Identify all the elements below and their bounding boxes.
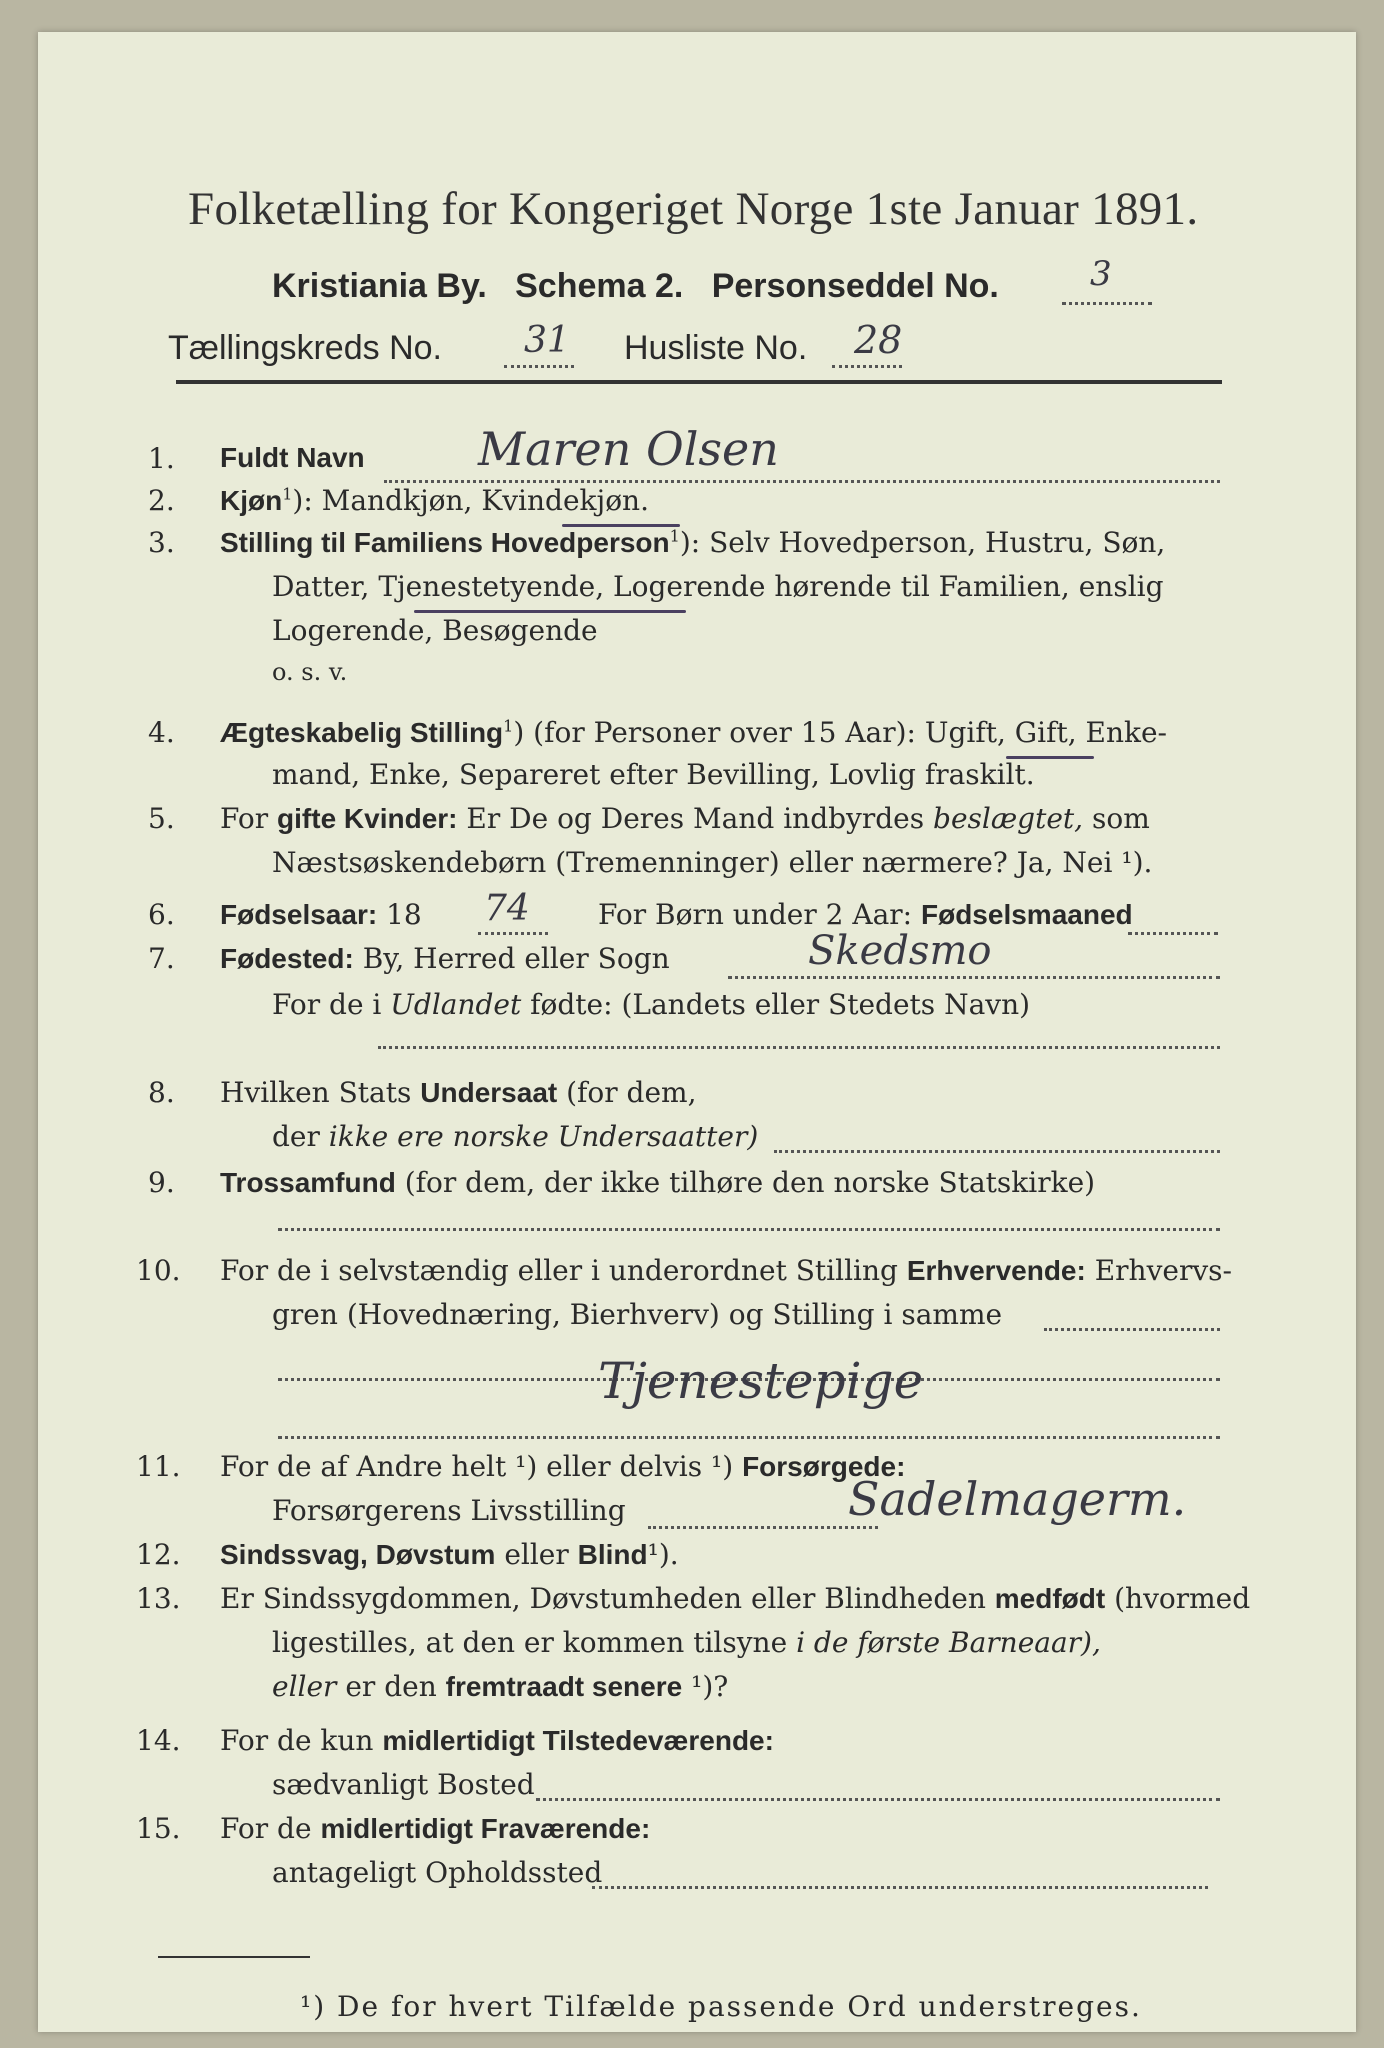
stilling-text-a: ): Selv Hovedperson, Hustru, Søn, [679,526,1166,559]
born-text: For Børn under 2 Aar: [598,898,913,931]
udland-text-2: Udlandet [390,988,522,1021]
fodselsaar-prefix: 18 [386,898,422,931]
forsorger-value: Sadelmagerm. [848,1472,1187,1526]
medfodt-text-5: eller [272,1670,337,1703]
undersaat-text-1: Hvilken Stats [220,1076,412,1109]
gifte-text-3: beslægtet, [933,802,1084,835]
fodested-line [220,942,670,975]
erhverv-text-1: For de i selvstændig eller i underordnet Stilling [220,1254,898,1287]
opholdssted-line: antageligt Opholdssted [272,1856,603,1889]
fodested-text: By, Herred eller Sogn [362,942,670,975]
erhverv-value: Tjenestepige [598,1352,924,1410]
header-divider [176,380,1222,384]
item-number: 9. [148,1166,175,1199]
medfodt-label: medfødt [994,1583,1106,1614]
aegteskab-line-a: Ægteskabelig Stilling$^1$) (for Personer over 15 Aar): Ugift, Gift, Enke- [220,716,1167,749]
udland-dots [378,1046,1220,1049]
undersaat-line-b [272,1120,758,1153]
forsorget-text: For de af Andre helt ¹) eller delvis ¹) [220,1450,734,1483]
udland-text-3: fødte: (Landets eller Stedets Navn) [530,988,1031,1021]
underline-mark [414,610,686,613]
header-line-3 [168,329,442,368]
undersaat-line-a [220,1076,697,1109]
personseddel-dots [1062,302,1152,305]
footnote: ¹) De for hvert Tilfælde passende Ord understreges. [300,1990,1142,2023]
opholdssted-dots [592,1886,1208,1889]
fodselsaar-line [220,898,422,931]
fodested-value: Skedsmo [808,928,992,974]
sindssvag-line [220,1538,679,1571]
item-number: 12. [136,1538,181,1571]
month-dots [1128,932,1218,935]
header-line-2 [272,267,999,306]
gifte-text-2: Er De og Deres Mand indbyrdes [466,802,925,835]
personseddel-label: Personseddel No. [711,267,999,305]
medfodt-text-2: (hvormed [1114,1582,1251,1615]
item-number: 8. [148,1076,175,1109]
trossamfund-text: (for dem, der ikke tilhøre den norske Statskirke) [404,1166,1096,1199]
bosted-line: sædvanligt Bosted [272,1768,535,1801]
gifte-label: gifte Kvinder: [277,803,458,834]
erhverv-dots-1 [1044,1328,1220,1331]
forsorget-line-a [220,1450,905,1483]
blind-footnote: ¹). [647,1538,679,1571]
item-number: 2. [148,484,175,517]
gifte-text-4: som [1091,802,1150,835]
tilstede-text: For de kun [220,1724,374,1757]
stilling-line-d: o. s. v. [272,658,348,686]
item-number: 13. [136,1582,181,1615]
sindssvag-text: eller [504,1538,569,1571]
erhverv-line-b: gren (Hovednæring, Bierhverv) og Stilling i samme [272,1298,1003,1331]
trossamfund-dots [278,1228,1220,1231]
kjon-label: Kjøn [220,485,283,516]
name-dots [384,480,1220,483]
stilling-label: Stilling til Familiens Hovedperson [220,527,670,558]
gifte-text-1: For [220,802,269,835]
fuldt-navn-label: Fuldt Navn [220,442,365,473]
fodselsaar-value: 74 [484,888,530,929]
item-number: 5. [148,802,175,835]
husliste-number: 28 [854,318,903,362]
husliste-dots [832,365,902,368]
bosted-dots [536,1798,1220,1801]
stilling-line-c: Logerende, Besøgende [272,614,598,647]
item-number: 7. [148,942,175,975]
udland-line [272,988,1030,1021]
item-number: 15. [136,1812,181,1845]
tilstede-line-a [220,1724,774,1757]
gifte-line-b: Næstsøskendebørn (Tremenninger) eller nærmere? Ja, Nei ¹). [272,846,1153,879]
fodselsmaaned-label: Fødselsmaaned [921,899,1133,930]
item-number: 11. [136,1450,181,1483]
kjon-line: Kjøn$^1$): Mandkjøn, Kvindekjøn. [220,484,649,517]
medfodt-text-1: Er Sindssygdommen, Døvstumheden eller Blindheden [220,1582,986,1615]
item-number: 4. [148,716,175,749]
fremtraadt-label: fremtraadt senere [445,1671,683,1702]
medfodt-line-b [272,1626,1101,1659]
erhverv-line-a [220,1254,1232,1287]
fravaer-line-a [220,1812,650,1845]
footnote-rule [158,1956,310,1958]
medfodt-line-a [220,1582,1250,1615]
fodested-label: Fødested: [220,943,354,974]
form-title: Folketælling for Kongeriget Norge 1ste Januar 1891. [188,183,1199,235]
tilstede-label: midlertidigt Tilstedeværende: [382,1725,774,1756]
forsorger-line-b: Forsørgerens Livsstilling [272,1494,626,1527]
personseddel-number: 3 [1090,254,1112,294]
forsorger-dots [648,1526,878,1529]
item-number: 10. [136,1254,181,1287]
undersaat-text-4: ikke ere norske Undersaatter) [328,1120,759,1153]
city-label: Kristiania By. [272,267,487,305]
undersaat-text-2: (for dem, [566,1076,697,1109]
tk-number: 31 [524,320,570,361]
fravaer-label: midlertidigt Fraværende: [320,1813,651,1844]
born-line [598,898,1133,931]
medfodt-text-3: ligestilles, at den er kommen tilsyne [272,1626,788,1659]
stilling-line-b: Datter, Tjenestetyende, Logerende hørende til Familien, enslig [272,570,1164,603]
blind-label: Blind [577,1539,648,1570]
fodselsaar-label: Fødselsaar: [220,899,378,930]
medfodt-text-4: i de første Barneaar), [796,1626,1101,1659]
erhverv-dots-3 [278,1436,1220,1439]
forsorget-label: Forsørgede: [742,1451,906,1482]
tk-label: Tællingskreds No. [168,329,442,367]
erhverv-label: Erhvervende: [906,1255,1086,1286]
undersaat-label: Undersaat [420,1077,558,1108]
medfodt-text-7: ¹)? [691,1670,729,1703]
gifte-line-a [220,802,1150,835]
aegteskab-line-b: mand, Enke, Separeret efter Bevilling, Lovlig fraskilt. [272,758,1035,791]
trossamfund-label: Trossamfund [220,1167,396,1198]
fravaer-text: For de [220,1812,312,1845]
item-number: 6. [148,898,175,931]
trossamfund-line [220,1166,1095,1199]
husliste-label: Husliste No. [624,329,808,367]
item-number: 14. [136,1724,181,1757]
item-number: 3. [148,526,175,559]
erhverv-text-2: Erhvervs- [1094,1254,1233,1287]
census-form-page [38,32,1356,2032]
undersaat-dots [774,1150,1220,1153]
fodested-dots [728,976,1220,979]
sindssvag-label: Sindssvag, Døvstum [220,1539,496,1570]
udland-text-1: For de i [272,988,382,1021]
kjon-text: ): Mandkjøn, Kvindekjøn. [292,484,649,517]
stilling-line-a: Stilling til Familiens Hovedperson$^1$): Selv Hovedperson, Hustru, Søn, [220,526,1166,559]
medfodt-text-6: er den [345,1670,437,1703]
item-number: 1. [148,442,175,475]
year-dots [478,932,548,935]
medfodt-line-c [272,1670,728,1703]
aegteskab-label: Ægteskabelig Stilling [220,717,504,748]
aegteskab-text-a: ) (for Personer over 15 Aar): Ugift, Gift, Enke- [513,716,1167,749]
name-value: Maren Olsen [478,422,779,476]
schema-label: Schema 2. [515,267,684,305]
undersaat-text-3: der [272,1120,320,1153]
tk-dots [504,365,574,368]
